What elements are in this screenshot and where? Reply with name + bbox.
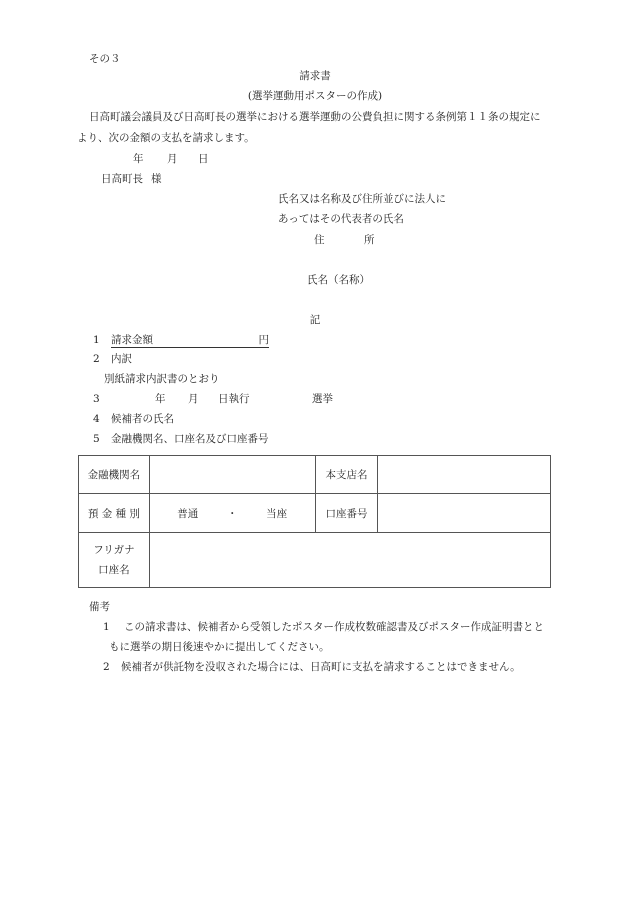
bank-name-field[interactable] (149, 456, 315, 494)
item-5-number: 5 (93, 433, 100, 445)
account-name-field[interactable] (149, 533, 550, 588)
item-1-number: 1 (93, 334, 100, 346)
applicant-note-line-1: 氏名又は名称及び住所並びに法人に (278, 193, 446, 205)
note-1-number: 1 (103, 621, 110, 633)
item-2-number: 2 (93, 353, 100, 365)
note-2-number: 2 (103, 661, 110, 673)
deposit-type-label: 預 金 種 別 (79, 494, 150, 533)
date-month: 月 (167, 153, 178, 165)
amount-label: 請求金額 (111, 334, 153, 346)
document-title: 請求書 (299, 70, 331, 82)
address-label-1: 住 (314, 234, 325, 246)
item-4-number: 4 (93, 413, 100, 425)
account-name-sublabel: 口座名 (98, 564, 130, 576)
note-1-line-1: この請求書は、候補者から受領したポスター作成枚数確認書及びポスター作成証明書とと (124, 621, 544, 633)
note-1-line-2: もに選挙の期日後速やかに提出してください。 (109, 641, 330, 653)
address-label-2: 所 (364, 234, 375, 246)
notes-title: 備考 (89, 601, 110, 613)
date-day: 日 (198, 153, 209, 165)
account-name-label (79, 533, 150, 588)
item-2-label: 内訳 (111, 353, 132, 365)
intro-line-1: 日高町議会議員及び日高町長の選挙における選挙運動の公費負担に関する条例第１１条の規定に (89, 111, 541, 123)
note-2-line-1: 候補者が供託物を没収された場合には、日高町に支払を請求することはできません。 (121, 661, 521, 673)
applicant-name-label: 氏名（名称） (307, 274, 370, 286)
item-3-year: 年 (155, 393, 166, 405)
item-4-label: 候補者の氏名 (111, 413, 174, 425)
intro-line-2: より、次の金額の支払を請求します。 (77, 132, 255, 144)
bank-account-table (78, 455, 551, 588)
document-subtitle: (選挙運動用ポスターの作成) (247, 90, 383, 102)
deposit-option-current[interactable]: 当座 (266, 507, 288, 520)
date-year: 年 (133, 153, 144, 165)
yen-unit: 円 (258, 334, 269, 346)
table-row-bank-name (79, 456, 551, 494)
furigana-label: フリガナ (93, 544, 135, 556)
deposit-type-options[interactable] (149, 494, 315, 533)
item-5-label: 金融機関名、口座名及び口座番号 (111, 433, 269, 445)
item-3-month: 月 (188, 393, 199, 405)
item-3-number: 3 (93, 393, 100, 405)
ki-heading: 記 (309, 314, 321, 326)
bank-name-label: 金融機関名 (79, 456, 150, 494)
table-row-account-name (79, 533, 551, 588)
branch-name-label: 本支店名 (315, 456, 378, 494)
item-3-election: 選挙 (312, 393, 333, 405)
deposit-separator: ・ (226, 507, 238, 520)
account-number-field[interactable] (378, 494, 551, 533)
addressee-honorific: 様 (151, 173, 162, 185)
table-row-deposit-type (79, 494, 551, 533)
account-number-label: 口座番号 (315, 494, 378, 533)
item-3-day-exec: 日執行 (218, 393, 250, 405)
amount-field (111, 333, 269, 352)
applicant-note-line-2: あってはその代表者の氏名 (278, 213, 404, 225)
deposit-option-ordinary[interactable]: 普通 (177, 507, 199, 520)
branch-name-field[interactable] (378, 456, 551, 494)
form-number: その３ (89, 53, 121, 65)
item-2-sub: 別紙請求内訳書のとおり (104, 373, 220, 385)
addressee-name: 日高町長 (101, 173, 143, 185)
